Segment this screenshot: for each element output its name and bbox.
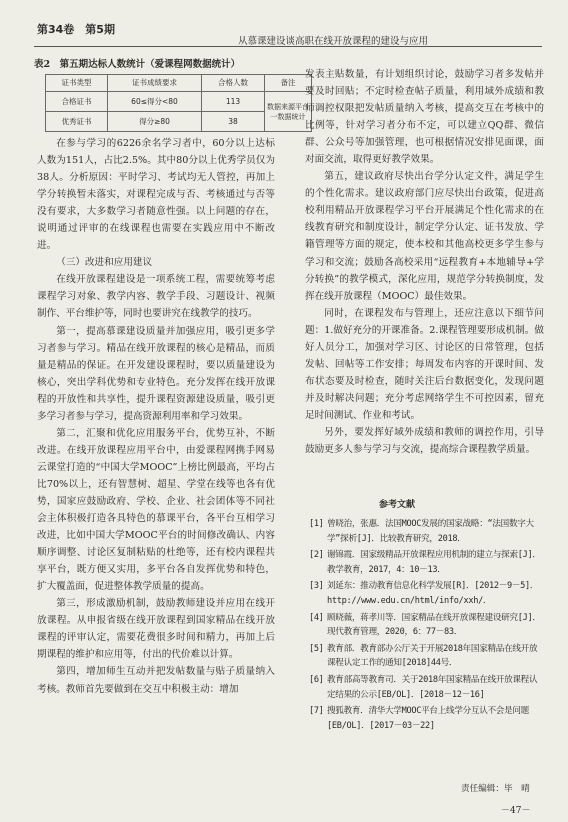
reference-number: [2] (309, 550, 324, 561)
section-subheading: （三）改进和应用建议 (56, 257, 153, 269)
reference-number: [7] (309, 706, 324, 717)
references-list (309, 517, 543, 735)
reference-item (309, 642, 543, 671)
reference-text: 教育部高等教育司．关于2018年国家精品在线开放课程认定结果的公示[EB/OL]．[2018－12－16] (327, 674, 538, 700)
body-paragraph: 第五，建议政府尽快出台学分认定文件，满足学生的个性化需求。建议政府部门应尽快出台政策，促进高校利用精品开放课程学习平台开展满足个性化需求的在线教育研究和制度设计，制定学分认定、证书发放、学籍管理等方面的规定，使本校和其他高校更多学生参与学习和交流；鼓励各高校采用“远程教育+本地辅导+学分转换”的教学模式，深化应用，规范学分转换制度，发挥在线开放课程（MOOC）最佳效果。 (305, 171, 544, 302)
body-paragraph: 第四，增加师生互动并把发帖数量与贴子质量纳入考核。教师首先要做到在交互中积极主动：增加 (37, 666, 275, 695)
reference-item (309, 548, 543, 577)
reference-number: [1] (309, 519, 324, 529)
page-number: －47－ (501, 806, 531, 816)
body-paragraph: 另外，要发挥好域外成绩和教师的调控作用，引导鼓励更多人参与学习与交流，提高综合课程教学质量。 (305, 426, 544, 456)
reference-number: [6] (309, 674, 324, 685)
right-column (305, 66, 544, 458)
header-rule (34, 46, 542, 47)
body-paragraph: 第二，汇聚和优化应用服务平台，优势互补，不断改进。在线开放课程应用平台中，由爱课程网携手网易云课堂打造的“中国大学MOOC”上榜比例最高，平均占比70%以上，还有智慧树、超星、学堂在线等也各有优势，国家应鼓励政府、学校、企业、社会团体等不同社会主体积极打造各具特色的慕课平台，各平台互相学习改进，比如中国大学MOOC平台的时间修改确认、内容顺序调整、讨论区复制粘贴的杜绝等，还有校内课程共享平台，既方便又实用，多平台各自发挥优势和特色，扩大覆盖面，促进整体教学质量的提高。 (37, 427, 275, 593)
reference-text: 搜狐教育．清华大学MOOC平台上线学分互认不会是问题[EB/OL]．[2017－03－22] (327, 706, 529, 731)
body-paragraph: 第三，形成激励机制，鼓励教师建设并应用在线开放课程。从申报省级在线开放课程到国家精品在线开放课程的评审认定，需要花费很多时间和精力，再加上后期课程的维护和应用等，付出的代价难以计算。 (37, 598, 275, 661)
reference-text: 曾晓治，张惠．法国MOOC发展的国家战略：“法国数字大学”探析[J]．比较教育研究，2018． (327, 519, 534, 544)
table-header-cell: 备注 (265, 75, 312, 92)
left-column (37, 135, 275, 698)
body-paragraph: 在线开放课程建设是一项系统工程，需要统筹考虑课程学习对象、教学内容、教学手段、习题设计、视频制作、平台维护等，同时也要讲究在线教学的技巧。 (37, 274, 275, 320)
table-cell: 得分≥80 (108, 112, 202, 132)
reference-item (309, 704, 543, 733)
table-header-cell: 证书类型 (46, 75, 108, 92)
table-header-row (46, 75, 312, 92)
table-note-cell: 数据来源平台一数据统计 (265, 92, 312, 132)
table-cell: 113 (202, 92, 265, 112)
table-cell: 60≤得分<80 (108, 92, 202, 112)
body-paragraph: 在参与学习的6226余名学习者中，60分以上达标人数为151人，占比2.5%。其中80分以上优秀学员仅为38人。分析原因：平时学习、考试均无人管控，再加上学分转换暂未落实，对课程完成与否、考核通过与否等没有要求，大多数学习者随意性强。以上问题的存在，说明通过评审的在线课程也需要在实践应用中不断改进。 (37, 138, 275, 252)
issue-label: 第34卷 第5期 (37, 23, 115, 36)
stats-table (45, 74, 312, 132)
body-paragraph: 同时，在课程发布与管理上，还应注意以下细节问题：1.做好充分的开课准备。2.课程管理要形成机制。做好人员分工，加强对学习区、讨论区的日常管理，包括发帖、回帖等工作安排；每周发布内容的开课时间、发布状态要及时检查，随时关注后台数据变化，发现问题并及时解决问题；充分考虑网络学生不可控因素，留充足时间测试、作业和考试。 (305, 307, 544, 421)
body-paragraph: 第一，提高慕课建设质量并加强应用，吸引更多学习者参与学习。精品在线开放课程的核心是精品，而质量是精品的保证。在开发建设课程时，要以质量建设为核心，突出学科优势和专业特色。充分发挥在线开放课程的开放性和共享性，提升课程资源建设质量，吸引更多学习者参与学习，提高资源利用率和学习效果。 (37, 325, 275, 422)
table-header-cell: 合格人数 (202, 75, 265, 92)
references-heading: 参考文献 (379, 500, 416, 510)
reference-number: [5] (309, 643, 324, 654)
reference-item (309, 611, 543, 640)
reference-item (309, 579, 543, 608)
table-cell: 合格证书 (46, 92, 108, 112)
editor-credit: 责任编辑：毕 晴 (461, 784, 530, 794)
table-cell: 38 (202, 112, 265, 132)
reference-text: 教育部．教育部办公厅关于开展2018年国家精品在线开放课程认定工作的通知[2018]44号． (327, 643, 538, 669)
reference-item (309, 673, 543, 702)
table-cell: 优秀证书 (46, 112, 108, 132)
reference-item (309, 517, 543, 546)
table-caption: 表2 第五期达标人数统计（爱课程网数据统计） (34, 59, 241, 70)
table-row (46, 92, 312, 112)
table-header-cell: 证书成绩要求 (108, 75, 202, 92)
reference-text: 刘延东：推动教育信息化科学发展[R]．[2012－9－5]．http://www.edu.cn/html/info/xxh/． (327, 581, 539, 606)
body-paragraph: 发表主贴数量，有计划组织讨论，鼓励学习者多发帖并要及时回贴；不定时检查帖子质量，利用域外成绩和教师调控权限把发帖质量纳入考核，提高交互在考核中的比例等，针对学习者分布不定，可以建立QQ群、微信群、公众号等加强管理，也可根据情况安排见面课，面对面交流，取得更好教学效果。 (305, 69, 544, 166)
reference-text: 顾晓薇，蒋孝川等．国家精品在线开放课程建设研究[J]．现代教育管理，2020，6：77－83． (327, 612, 541, 638)
reference-number: [3] (309, 581, 324, 592)
reference-text: 谢锦霞．国家级精品开放课程应用机制的建立与探索[J]．教学教育，2017，4：10－13． (327, 550, 541, 575)
running-title: 从慕课建设谈高职在线开放课程的建设与应用 (238, 36, 429, 47)
reference-number: [4] (309, 612, 324, 623)
